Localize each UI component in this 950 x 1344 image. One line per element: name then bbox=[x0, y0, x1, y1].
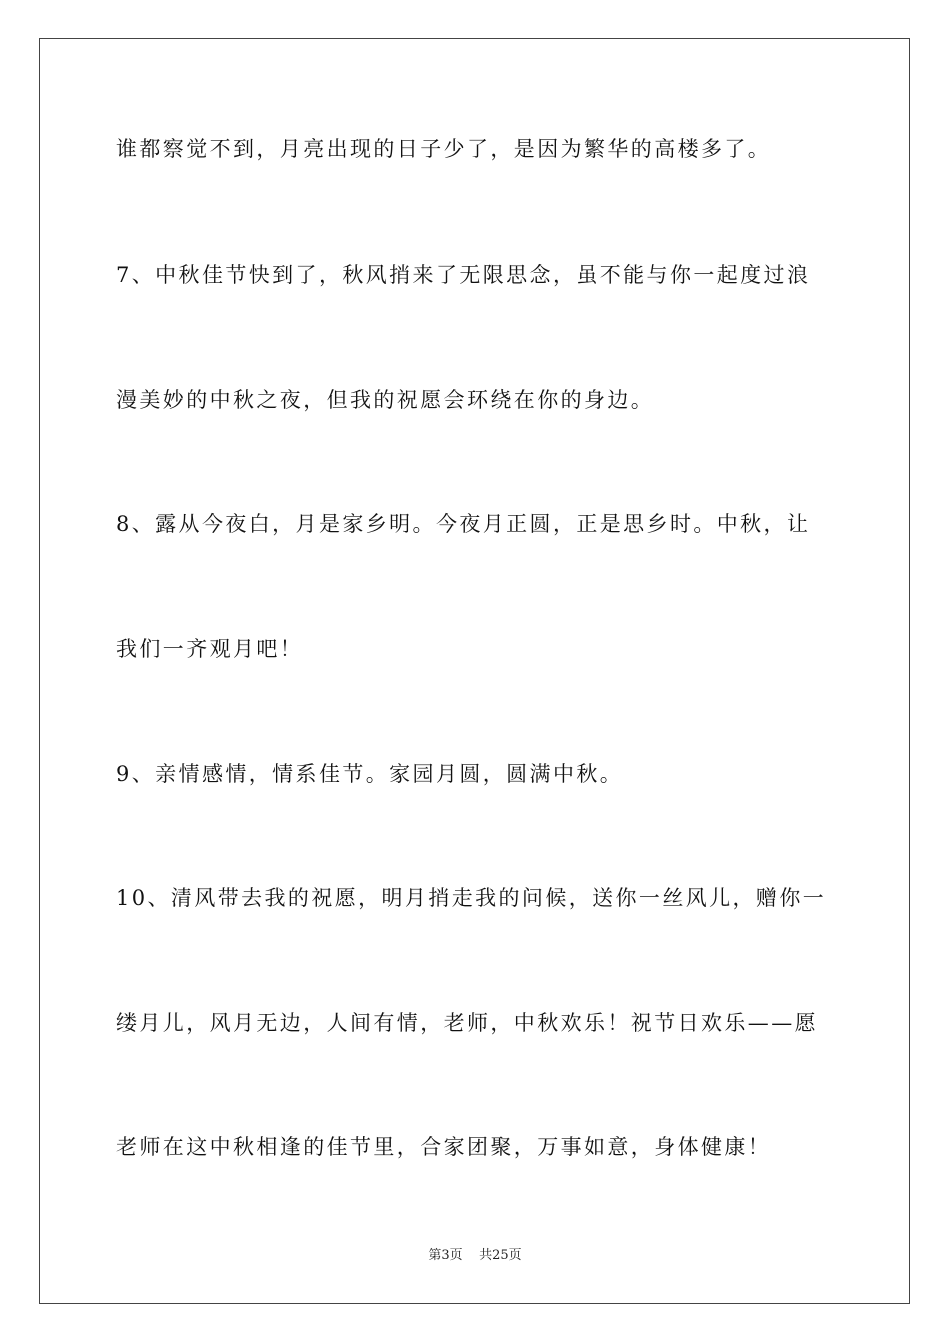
text-line: 我们一齐观月吧！ bbox=[116, 637, 304, 661]
text-line: 9、亲情感情，情系佳节。家园月圆，圆满中秋。 bbox=[116, 762, 624, 786]
page-total: 共25页 bbox=[479, 1248, 522, 1263]
page-border bbox=[39, 38, 910, 1304]
text-line: 谁都察觉不到，月亮出现的日子少了，是因为繁华的高楼多了。 bbox=[116, 137, 772, 161]
text-line: 老师在这中秋相逢的佳节里，合家团聚，万事如意，身体健康！ bbox=[116, 1135, 772, 1159]
text-line: 缕月儿，风月无边，人间有情，老师，中秋欢乐！祝节日欢乐——愿 bbox=[116, 1011, 818, 1035]
page-number: 第3页 bbox=[428, 1248, 463, 1263]
text-line: 8、露从今夜白，月是家乡明。今夜月正圆，正是思乡时。中秋，让 bbox=[116, 512, 811, 536]
page-footer bbox=[0, 1247, 950, 1265]
text-line: 10、清风带去我的祝愿，明月捎走我的问候，送你一丝风儿，赠你一 bbox=[116, 886, 827, 910]
text-line: 7、中秋佳节快到了，秋风捎来了无限思念，虽不能与你一起度过浪 bbox=[116, 263, 811, 287]
text-line: 漫美妙的中秋之夜，但我的祝愿会环绕在你的身边。 bbox=[116, 388, 655, 412]
